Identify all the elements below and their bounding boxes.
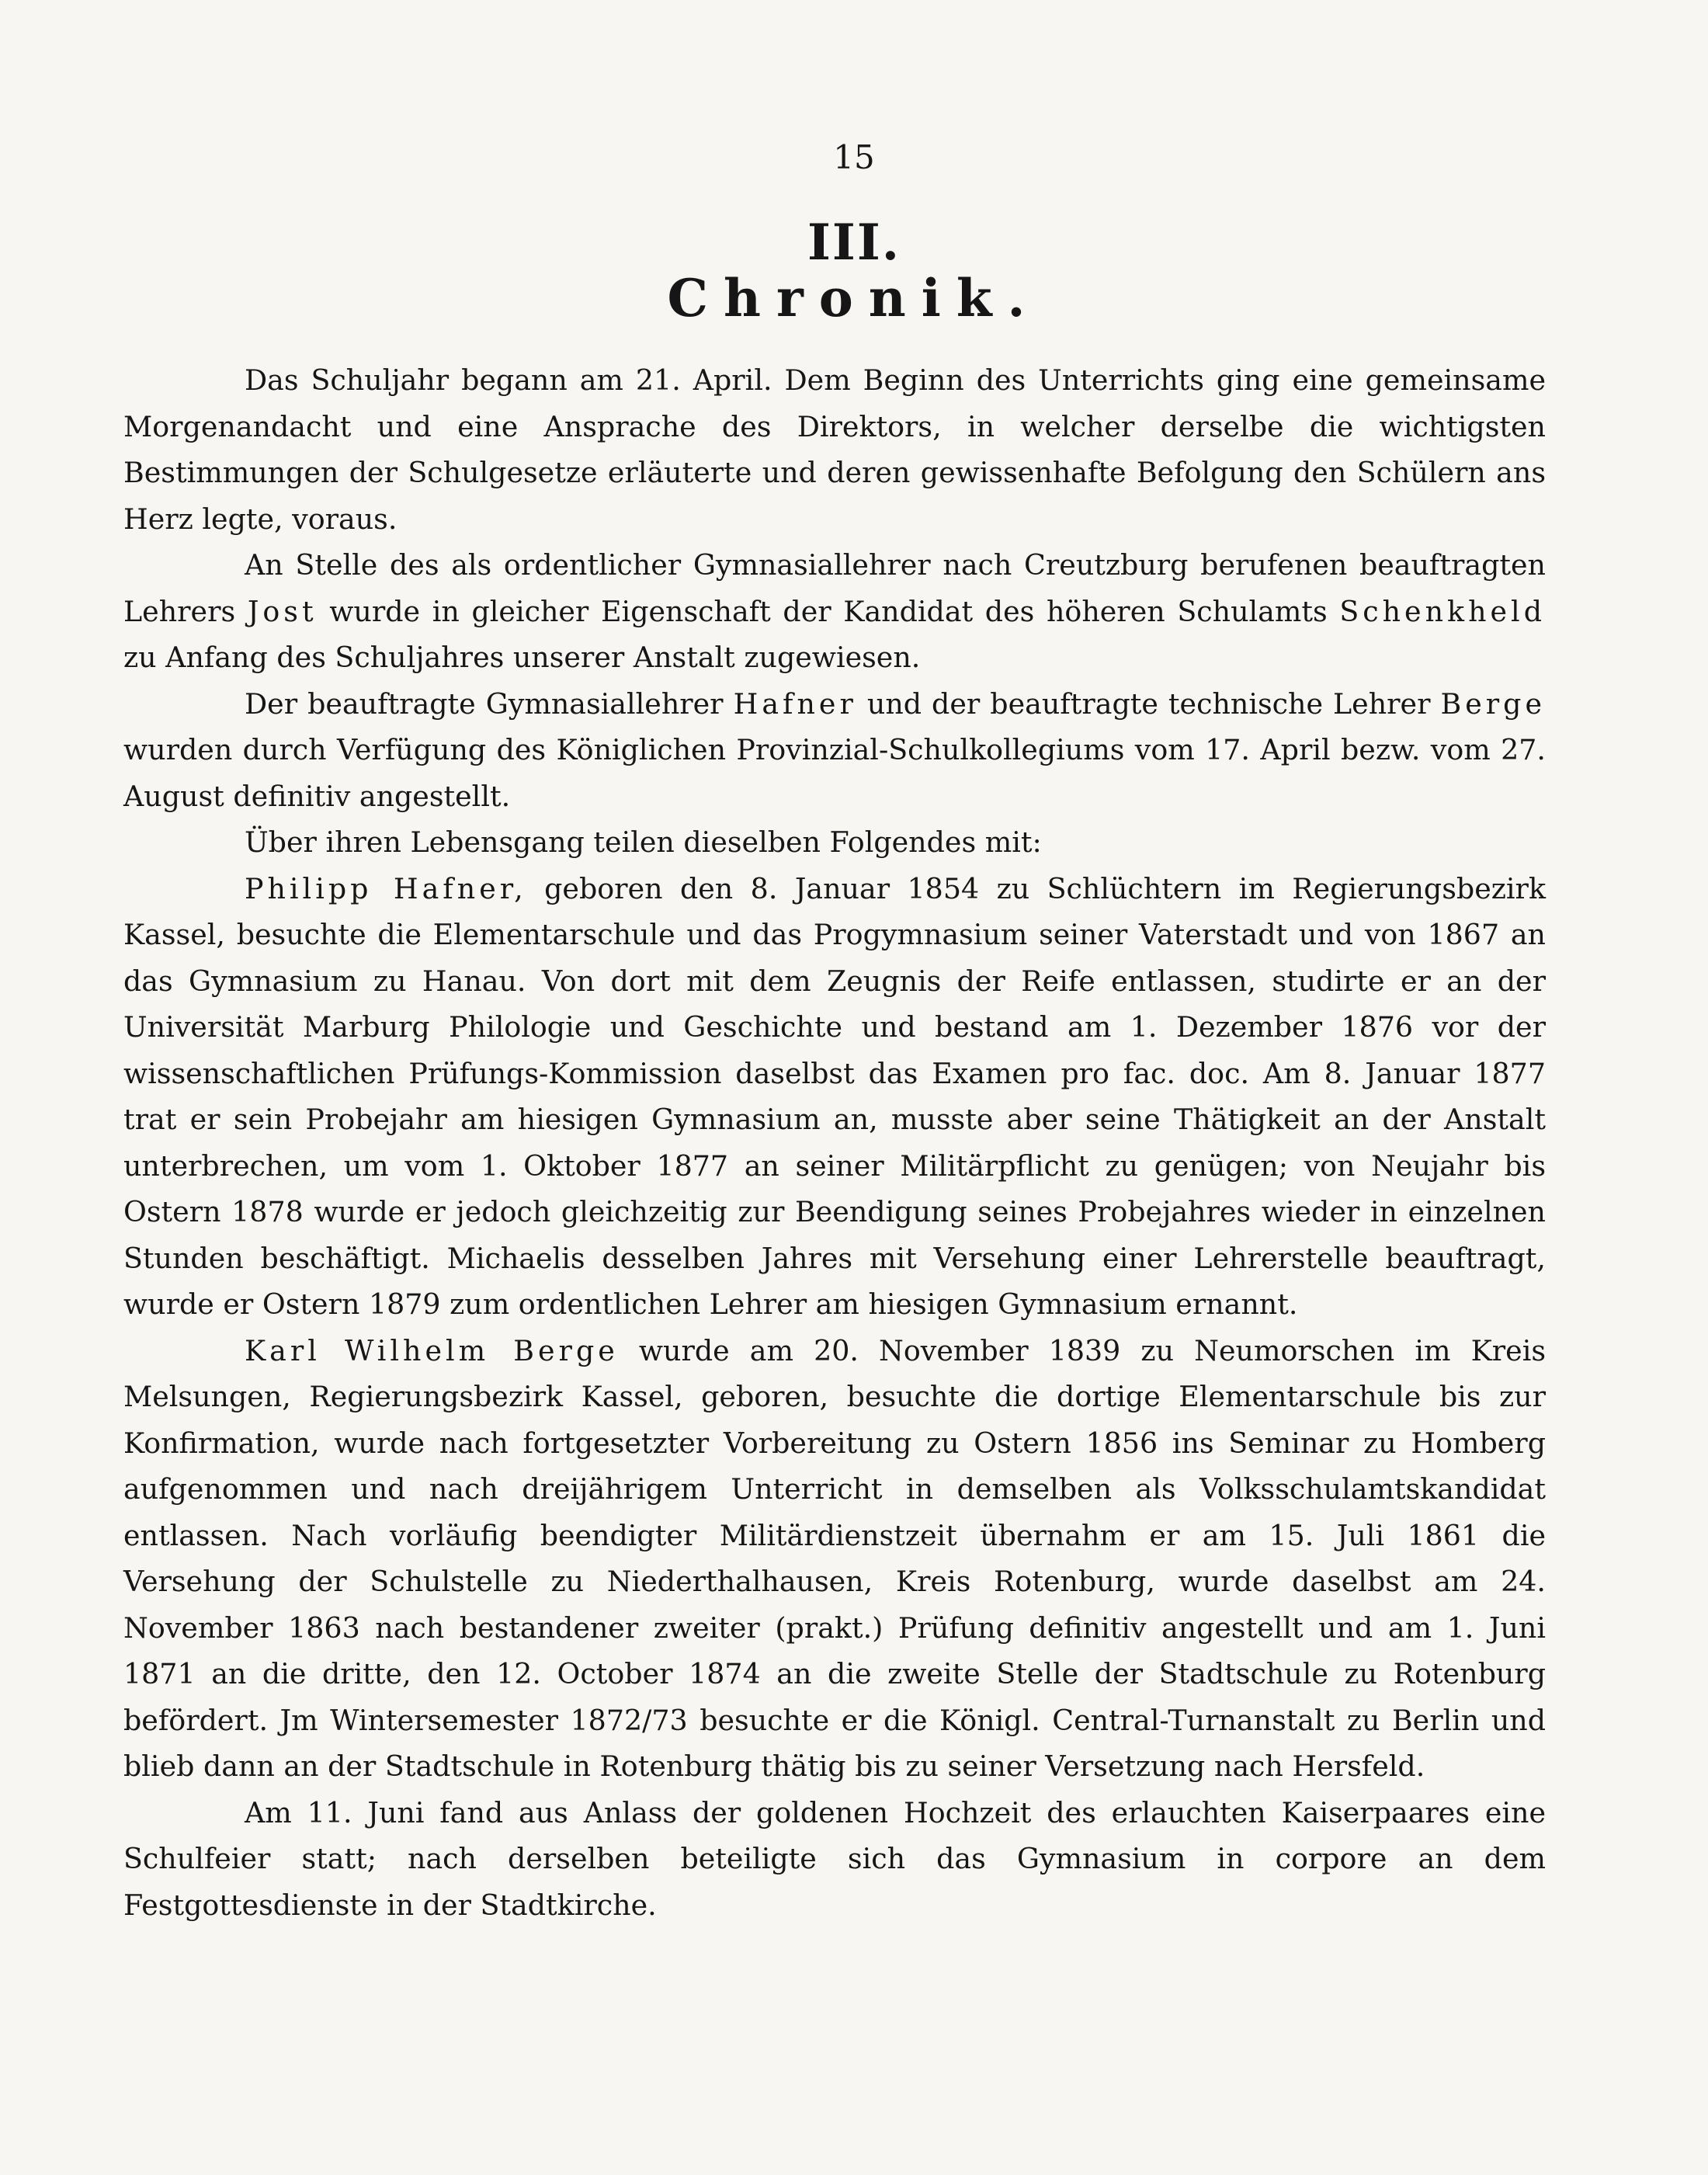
- paragraph-text: zu Anfang des Schuljahres unserer Anstalt zugewiesen.: [123, 641, 921, 674]
- paragraph-text: wurde in gleicher Eigenschaft der Kandidat des höheren Schulamts: [317, 594, 1340, 628]
- body-text: [123, 357, 1546, 1928]
- paragraph-text: wurden durch Verfügung des Königlichen Provinzial-Schulkollegiums vom 17. April bezw. vom 27. August definitiv angestellt.: [123, 733, 1546, 813]
- page-number: 15: [833, 138, 875, 176]
- paragraph-biographies-intro: [123, 819, 1546, 866]
- paragraph-text: geboren den 8. Januar 1854 zu Schlüchtern im Regierungsbezirk Kassel, besuchte die Elementarschule und das Progymnasium seiner Vaterstadt und von 1867 an das Gymnasium zu Hanau. Von dort mit dem Zeugnis der Reife entlassen, studirte er an der Universität Marburg Philologie und Geschichte und bestand am 1. Dezember 1876 vor der wissenschaftlichen Prüfungs-Kommission daselbst das Examen pro fac. doc. Am 8. Januar 1877 trat er sein Probejahr am hiesigen Gymnasium an, musste aber seine Thätigkeit an der Anstalt unterbrechen, um vom 1. Oktober 1877 an seiner Militärpflicht zu genügen; von Neujahr bis Ostern 1878 wurde er jedoch gleichzeitig zur Beendigung seines Probejahres wieder in einzelnen Stunden beschäftigt. Michaelis desselben Jahres mit Versehung einer Lehrerstelle beauftragt, wurde er Ostern 1879 zum ordentlichen Lehrer am hiesigen Gymnasium ernannt.: [123, 871, 1546, 1321]
- paragraph-text: wurde am 20. November 1839 zu Neumorschen im Kreis Melsungen, Regierungsbezirk Kassel, geboren, besuchte die dortige Elementarschule bis zur Konfirmation, wurde nach fortgesetzter Vorbereitung zu Ostern 1856 ins Seminar zu Homberg aufgenommen und nach dreijährigem Unterricht in demselben als Volksschulamtskandidat entlassen. Nach vorläufig beendigter Militärdienstzeit übernahm er am 15. Juli 1861 die Versehung der Schulstelle zu Niederthalhausen, Kreis Rotenburg, wurde daselbst am 24. November 1863 nach bestandener zweiter (prakt.) Prüfung definitiv angestellt und am 1. Juni 1871 an die dritte, den 12. October 1874 an die zweite Stelle der Stadtschule zu Rotenburg befördert. Jm Wintersemester 1872/73 besuchte er die Königl. Central-Turnanstalt zu Berlin und blieb dann an der Stadtschule in Rotenburg thätig bis zu seiner Versetzung nach Hersfeld.: [123, 1333, 1547, 1783]
- paragraph-text: Am 11. Juni fand aus Anlass der goldenen Hochzeit des erlauchten Kaiserpaares eine Schulfeier statt; nach derselben beteiligte sich das Gymnasium in corpore an dem Festgottesdienste in der Stadtkirche.: [123, 1795, 1546, 1922]
- page-title: Chronik.: [667, 268, 1041, 328]
- paragraph-biography-hafner: [123, 866, 1546, 1328]
- paragraph-school-year-start: [123, 357, 1546, 542]
- person-name: Schenkheld: [1339, 594, 1546, 628]
- paragraph-text: An Stelle des als ordentlicher Gymnasiallehrer nach Creutzburg berufenen beauftragten Lehrers: [123, 548, 1546, 628]
- person-name: Karl Wilhelm Berge: [245, 1333, 619, 1367]
- section-numeral: III.: [807, 214, 901, 272]
- person-name: Hafner: [733, 686, 857, 721]
- paragraph-text: Der beauftragte Gymnasiallehrer: [245, 686, 734, 721]
- paragraph-golden-wedding: [123, 1790, 1546, 1929]
- paragraph-biography-berge: [123, 1328, 1546, 1790]
- paragraph-text: Über ihren Lebensgang teilen dieselben Folgendes mit:: [245, 825, 1042, 859]
- person-name: Philipp Hafner,: [245, 871, 527, 905]
- paragraph-teacher-assignment: [123, 542, 1546, 681]
- paragraph-text: Das Schuljahr begann am 21. April. Dem Beginn des Unterrichts ging eine gemeinsame Morgenandacht und eine Ansprache des Direktors, in welcher derselbe die wichtigsten Bestimmungen der Schulgesetze erläuterte und deren gewissenhafte Befolgung den Schülern ans Herz legte, voraus.: [123, 363, 1546, 536]
- paragraph-text: und der beauftragte technische Lehrer: [856, 686, 1441, 721]
- person-name: Jost: [247, 594, 318, 628]
- person-name: Berge: [1440, 686, 1546, 721]
- paragraph-appointments: [123, 681, 1546, 820]
